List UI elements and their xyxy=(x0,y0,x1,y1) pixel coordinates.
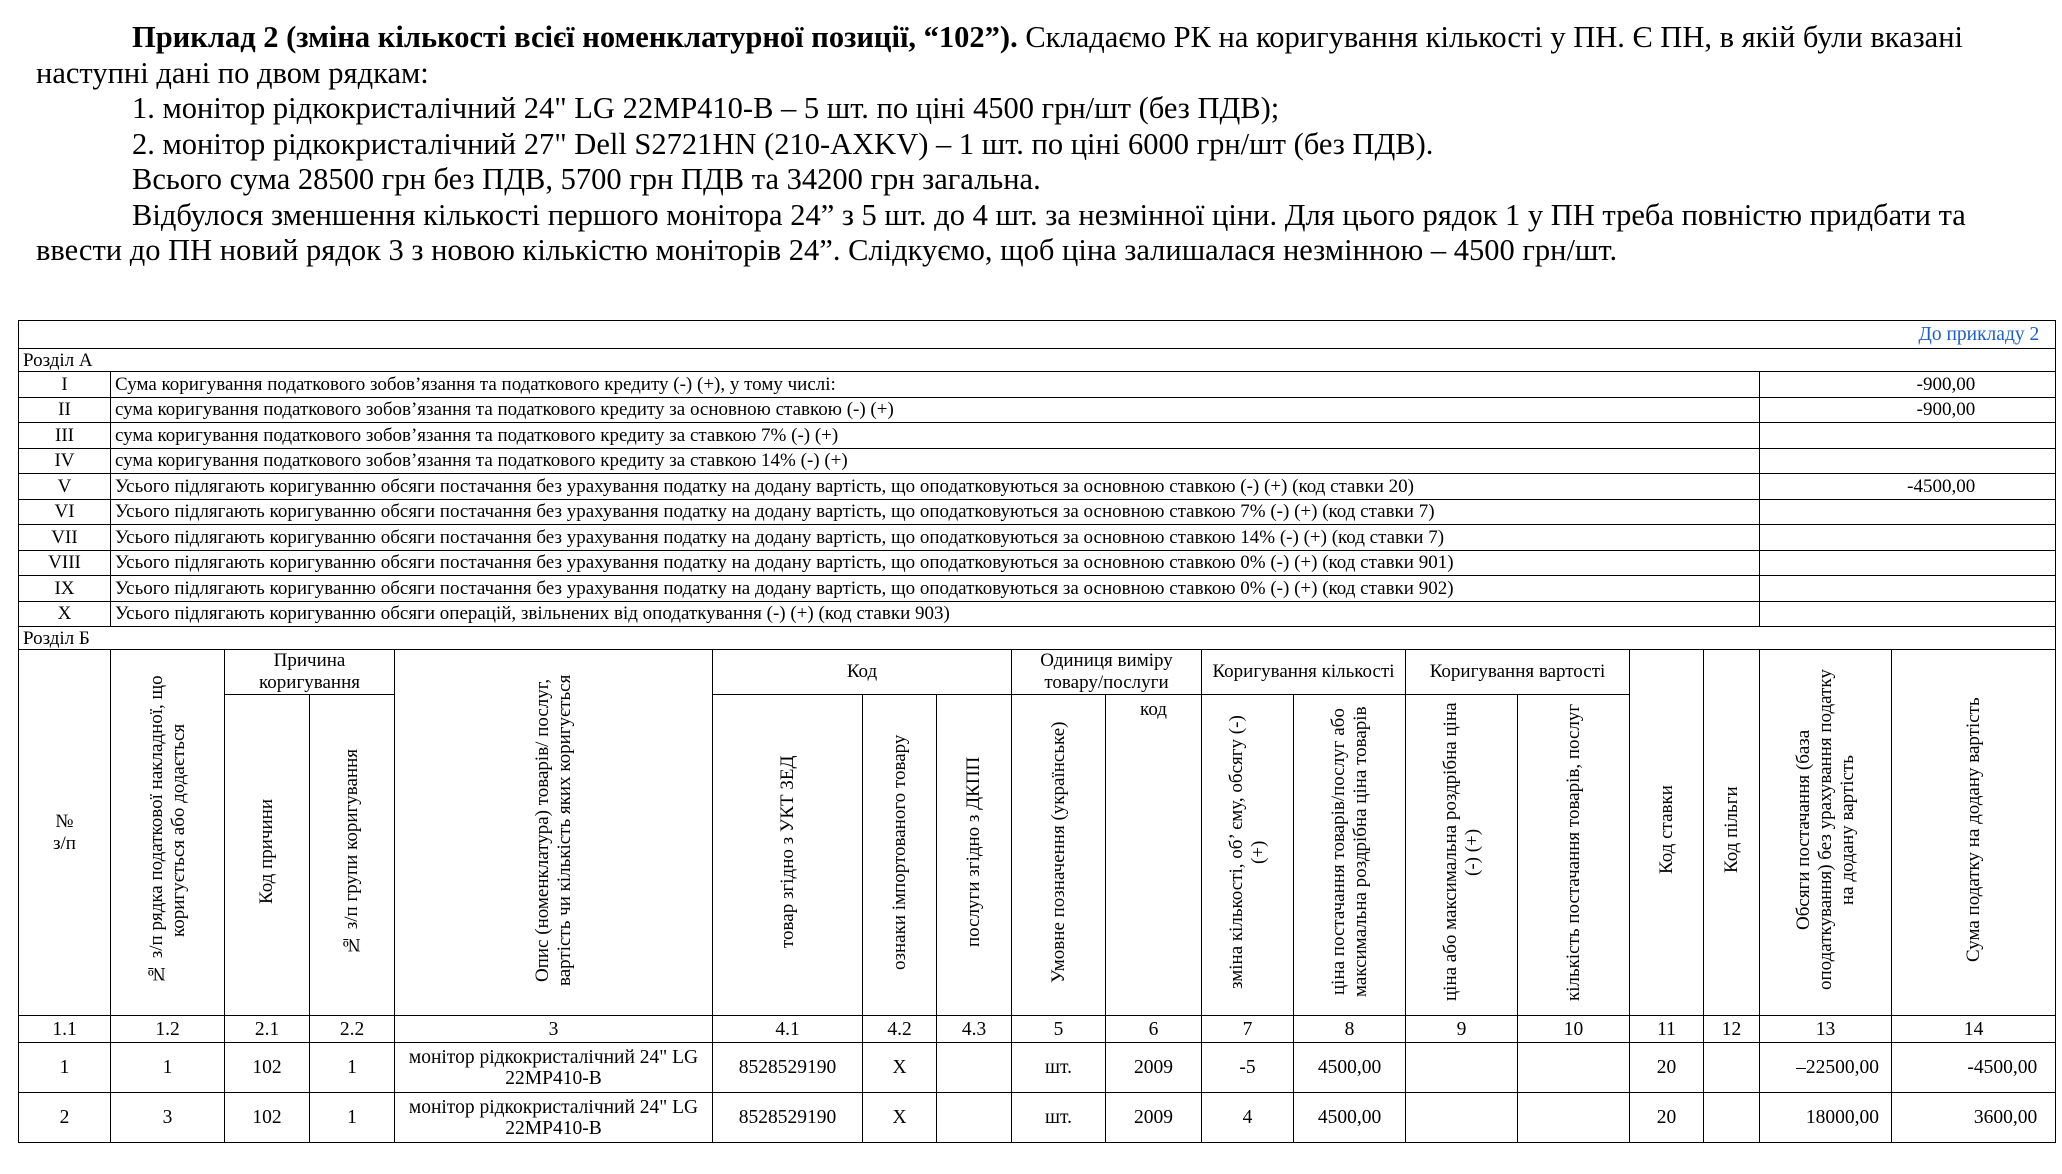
table-cell: 2009 xyxy=(1106,1093,1202,1143)
table-row xyxy=(19,1093,2056,1143)
table-cell: -4500,00 xyxy=(1892,1043,2056,1093)
section-a-row xyxy=(19,576,2056,602)
column-number: 11 xyxy=(1630,1016,1704,1043)
table-cell xyxy=(1704,1093,1760,1143)
section-a-row-value: -4500,00 xyxy=(1760,474,2056,500)
column-number: 14 xyxy=(1892,1016,2056,1043)
section-a-row xyxy=(19,499,2056,525)
section-a-row-text: Усього підлягають коригуванню обсяги постачання без урахування податку на додану вартість, що оподатковуються за основною ставкою 14% (-) (+) (код ставки 7) xyxy=(111,525,1760,551)
section-a-row xyxy=(19,448,2056,474)
header-unit-code: код xyxy=(1106,695,1202,1016)
header-vat-sum: Сума податку на додану вартість xyxy=(1892,650,2056,1016)
header-val-corr: Коригування вартості xyxy=(1406,650,1630,695)
section-a-row-text: сума коригування податкового зобов’язання та податкового кредиту за основною ставкою (-) (+) xyxy=(111,397,1760,423)
section-a-row-num: I xyxy=(19,372,111,398)
section-a-row-num: VII xyxy=(19,525,111,551)
header-group-num: № з/п групи коригування xyxy=(310,695,395,1016)
column-number: 7 xyxy=(1202,1016,1294,1043)
table-cell: 20 xyxy=(1630,1043,1704,1093)
column-number: 1.1 xyxy=(19,1016,111,1043)
table-cell: 4500,00 xyxy=(1294,1043,1406,1093)
table-cell: 1 xyxy=(310,1043,395,1093)
section-a-row-value xyxy=(1760,423,2056,449)
table-cell xyxy=(1406,1093,1518,1143)
intro-text xyxy=(36,20,2036,269)
header-rate-code: Код ставки xyxy=(1630,650,1704,1016)
column-number: 2.2 xyxy=(310,1016,395,1043)
table-cell: 18000,00 xyxy=(1760,1093,1892,1143)
column-number: 2.1 xyxy=(225,1016,310,1043)
column-number: 13 xyxy=(1760,1016,1892,1043)
intro-paragraph-2: Відбулося зменшення кількості першого монітора 24” з 5 шт. до 4 шт. за незмінної ціни. Для цього рядок 1 у ПН треба повністю придбати та ввести до ПН новий рядок 3 з новою кількістю моніторів 24”. Слідкуємо, щоб ціна залишалася незмінною – 4500 грн/шт. xyxy=(36,197,1966,267)
section-a-row-value xyxy=(1760,576,2056,602)
header-benefit-code: Код пільги xyxy=(1704,650,1760,1016)
column-number: 5 xyxy=(1012,1016,1106,1043)
intro-line-2: 2. монітор рідкокристалічний 27" Dell S2721HN (210-AXKV) – 1 шт. по ціні 6000 грн/шт (без ПДВ). xyxy=(132,126,1434,161)
section-a-row-num: VI xyxy=(19,499,111,525)
section-a-row-num: II xyxy=(19,397,111,423)
header-unit-name: Умовне позначення (українське) xyxy=(1012,695,1106,1016)
table-cell xyxy=(1518,1043,1630,1093)
section-a-row-value xyxy=(1760,448,2056,474)
table-row xyxy=(19,1043,2056,1093)
section-b-title: Розділ Б xyxy=(19,627,2056,650)
table-cell: шт. xyxy=(1012,1043,1106,1093)
intro-paragraph-1: Приклад 2 (зміна кількості всієї номенклатурної позиції, “102”). Складаємо РК на коригування кількості у ПН. Є ПН, в якій були вказані наступні дані по двом рядкам: xyxy=(36,20,1963,90)
column-number: 4.3 xyxy=(937,1016,1012,1043)
table-cell: 1 xyxy=(111,1043,225,1093)
header-description: Опис (номенклатура) товарів/ послуг, вартість чи кількість яких коригується xyxy=(395,650,713,1016)
section-a-row xyxy=(19,474,2056,500)
section-a-row-text: Усього підлягають коригуванню обсяги операцій, звільнених від оподаткування (-) (+) (код ставки 903) xyxy=(111,601,1760,627)
table-cell: X xyxy=(863,1043,937,1093)
column-number: 8 xyxy=(1294,1016,1406,1043)
section-a-row-text: Усього підлягають коригуванню обсяги постачання без урахування податку на додану вартість, що оподатковуються за основною ставкою 7% (-) (+) (код ставки 7) xyxy=(111,499,1760,525)
header-val-price: ціна або максимальна роздрібна ціна (-) (+) xyxy=(1406,695,1518,1016)
table-cell: 1 xyxy=(19,1043,111,1093)
correction-table xyxy=(18,320,2056,1143)
section-a-row-value xyxy=(1760,601,2056,627)
header-row-ref: № з/п рядка податкової накладної, що коригується або додається xyxy=(111,650,225,1016)
section-a-row-num: IV xyxy=(19,448,111,474)
table-cell: 1 xyxy=(310,1093,395,1143)
intro-line-1: 1. монітор рідкокристалічний 24" LG 22MP410-B – 5 шт. по ціні 4500 грн/шт (без ПДВ); xyxy=(132,91,1280,125)
header-qty-price: ціна постачання товарів/послуг або максимальна роздрібна ціна товарів xyxy=(1294,695,1406,1016)
column-number: 10 xyxy=(1518,1016,1630,1043)
header-code-dkpp: послуги згідно з ДКПП xyxy=(937,695,1012,1016)
table-cell: 4500,00 xyxy=(1294,1093,1406,1143)
table-cell: X xyxy=(863,1093,937,1143)
column-number: 12 xyxy=(1704,1016,1760,1043)
section-a-row xyxy=(19,525,2056,551)
section-a-row-value xyxy=(1760,550,2056,576)
section-a-row-text: Сума коригування податкового зобов’язання та податкового кредиту (-) (+), у тому числі: xyxy=(111,372,1760,398)
table-cell xyxy=(937,1093,1012,1143)
table-cell: 2 xyxy=(19,1093,111,1143)
table-cell: 102 xyxy=(225,1043,310,1093)
header-volume: Обсяги постачання (база оподаткування) без урахування податку на додану вартість xyxy=(1760,650,1892,1016)
section-a-row-value xyxy=(1760,525,2056,551)
table-cell xyxy=(1518,1093,1630,1143)
header-code-uktzed: товар згідно з УКТ ЗЕД xyxy=(713,695,863,1016)
table-cell xyxy=(1704,1043,1760,1093)
table-cell: 20 xyxy=(1630,1093,1704,1143)
table-cell: 8528529190 xyxy=(713,1043,863,1093)
table-cell: 4 xyxy=(1202,1093,1294,1143)
section-a-row-text: Усього підлягають коригуванню обсяги постачання без урахування податку на додану вартість, що оподатковуються за основною ставкою (-) (+) (код ставки 20) xyxy=(111,474,1760,500)
example-title: Приклад 2 (зміна кількості всієї номенклатурної позиції, “102”). xyxy=(132,20,1018,54)
section-a-row-value xyxy=(1760,499,2056,525)
section-a-row-value: -900,00 xyxy=(1760,372,2056,398)
table-cell: -5 xyxy=(1202,1043,1294,1093)
section-a-row-text: Усього підлягають коригуванню обсяги постачання без урахування податку на додану вартість, що оподатковуються за основною ставкою 0% (-) (+) (код ставки 902) xyxy=(111,576,1760,602)
header-code-import: ознаки імпортованого товару xyxy=(863,695,937,1016)
table-cell: монітор рідкокристалічний 24" LG 22MP410-B xyxy=(395,1043,713,1093)
section-a-row-num: III xyxy=(19,423,111,449)
intro-line-3: Всього сума 28500 грн без ПДВ, 5700 грн ПДВ та 34200 грн загальна. xyxy=(132,162,1041,196)
table-cell xyxy=(1406,1043,1518,1093)
header-num: № з/п xyxy=(19,650,111,1016)
section-a-row xyxy=(19,550,2056,576)
section-a-row-text: Усього підлягають коригуванню обсяги постачання без урахування податку на додану вартість, що оподатковуються за основною ставкою 0% (-) (+) (код ставки 901) xyxy=(111,550,1760,576)
section-a-row-num: IX xyxy=(19,576,111,602)
section-a-row xyxy=(19,372,2056,398)
section-a-row xyxy=(19,423,2056,449)
column-number: 4.1 xyxy=(713,1016,863,1043)
section-a-row-num: VIII xyxy=(19,550,111,576)
table-caption: До прикладу 2 xyxy=(19,321,2056,349)
section-a-row-text: сума коригування податкового зобов’язання та податкового кредиту за ставкою 7% (-) (+) xyxy=(111,423,1760,449)
section-a-row xyxy=(19,397,2056,423)
table-cell: –22500,00 xyxy=(1760,1043,1892,1093)
correction-table-wrapper xyxy=(18,320,2055,1143)
column-number: 3 xyxy=(395,1016,713,1043)
header-reason-code: Код причини xyxy=(225,695,310,1016)
header-val-qty: кількість постачання товарів, послуг xyxy=(1518,695,1630,1016)
header-unit: Одиниця виміру товару/послуги xyxy=(1012,650,1202,695)
table-cell: шт. xyxy=(1012,1093,1106,1143)
column-numbers-row xyxy=(19,1016,2056,1043)
table-cell xyxy=(937,1043,1012,1093)
table-cell: монітор рідкокристалічний 24" LG 22MP410-B xyxy=(395,1093,713,1143)
header-qty-change: зміна кількості, об’ єму, обсягу (-) (+) xyxy=(1202,695,1294,1016)
header-qty-corr: Коригування кількості xyxy=(1202,650,1406,695)
column-number: 1.2 xyxy=(111,1016,225,1043)
section-a-title: Розділ А xyxy=(19,349,2056,372)
table-cell: 3 xyxy=(111,1093,225,1143)
section-a-row xyxy=(19,601,2056,627)
section-a-row-num: X xyxy=(19,601,111,627)
section-a-row-num: V xyxy=(19,474,111,500)
column-number: 9 xyxy=(1406,1016,1518,1043)
table-cell: 8528529190 xyxy=(713,1093,863,1143)
section-a-row-value: -900,00 xyxy=(1760,397,2056,423)
column-number: 4.2 xyxy=(863,1016,937,1043)
header-reason: Причина коригування xyxy=(225,650,395,695)
section-a-row-text: сума коригування податкового зобов’язання та податкового кредиту за ставкою 14% (-) (+) xyxy=(111,448,1760,474)
table-cell: 102 xyxy=(225,1093,310,1143)
header-code: Код xyxy=(713,650,1012,695)
column-number: 6 xyxy=(1106,1016,1202,1043)
table-cell: 3600,00 xyxy=(1892,1093,2056,1143)
table-cell: 2009 xyxy=(1106,1043,1202,1093)
